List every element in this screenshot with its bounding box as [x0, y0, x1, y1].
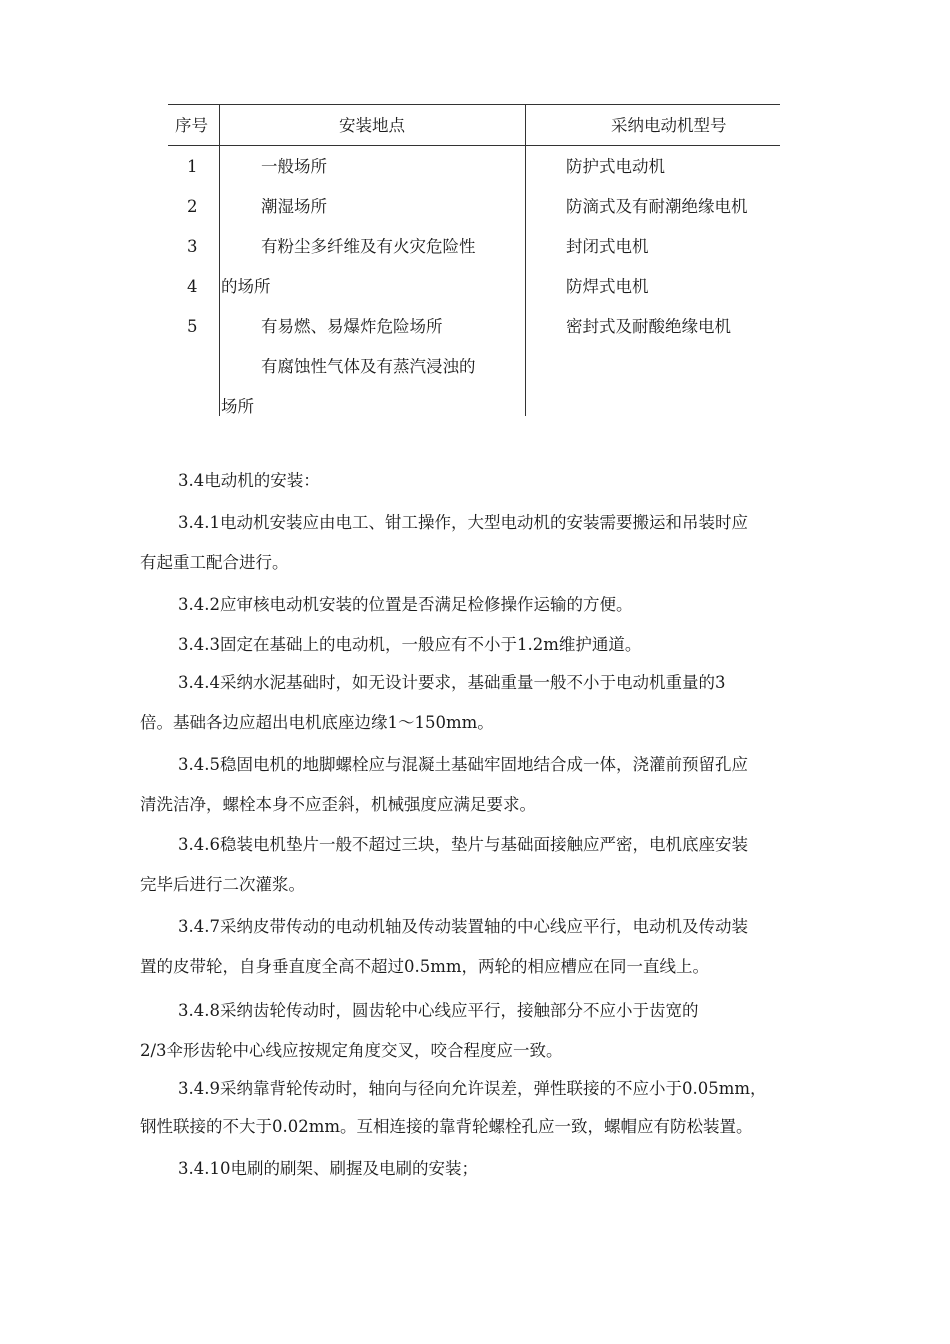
paragraph-line: 3.4.7采纳皮带传动的电动机轴及传动装置轴的中心线应平行，电动机及传动装	[178, 917, 748, 936]
seq-number: 4	[187, 277, 198, 296]
paragraph-line: 2/3伞形齿轮中心线应按规定角度交叉，咬合程度应一致。	[140, 1041, 563, 1060]
seq-number: 2	[187, 197, 198, 216]
location-line: 有腐蚀性气体及有蒸汽浸浊的	[261, 357, 476, 376]
paragraph-line: 3.4.10电刷的刷架、刷握及电刷的安装；	[178, 1159, 478, 1178]
motor-type: 防护式电动机	[566, 157, 665, 176]
paragraph-line: 3.4.9采纳靠背轮传动时，轴向与径向允许误差，弹性联接的不应小于0.05mm，	[178, 1079, 767, 1098]
location-line: 一般场所	[261, 157, 327, 176]
table-column-divider	[219, 104, 220, 416]
location-line: 潮湿场所	[261, 197, 327, 216]
table-header-rule	[168, 145, 780, 146]
paragraph-line: 3.4.1电动机安装应由电工、钳工操作，大型电动机的安装需要搬运和吊装时应	[178, 513, 748, 532]
seq-number: 5	[187, 317, 198, 336]
paragraph-line: 钢性联接的不大于0.02mm。互相连接的靠背轮螺栓孔应一致，螺帽应有防松装置。	[140, 1117, 753, 1136]
paragraph-line: 倍。基础各边应超出电机底座边缘1〜150mm。	[140, 713, 494, 732]
motor-type: 密封式及耐酸绝缘电机	[566, 317, 731, 336]
location-line: 场所	[221, 397, 254, 416]
table-column-divider	[525, 104, 526, 416]
header-seq: 序号	[175, 116, 208, 135]
location-line: 有易燃、易爆炸危险场所	[261, 317, 443, 336]
motor-type-table	[168, 104, 780, 416]
paragraph-line: 3.4.8采纳齿轮传动时，圆齿轮中心线应平行，接触部分不应小于齿宽的	[178, 1001, 699, 1020]
header-motor-type: 采纳电动机型号	[611, 116, 727, 135]
paragraph-line: 3.4.3固定在基础上的电动机，一般应有不小于1.2m维护通道。	[178, 635, 642, 654]
motor-type: 防滴式及有耐潮绝缘电机	[566, 197, 748, 216]
header-location: 安装地点	[339, 116, 405, 135]
motor-type: 防焊式电机	[566, 277, 649, 296]
paragraph-line: 3.4.5稳固电机的地脚螺栓应与混凝土基础牢固地结合成一体，浇灌前预留孔应	[178, 755, 748, 774]
paragraph-line: 3.4.4采纳水泥基础时，如无设计要求，基础重量一般不小于电动机重量的3	[178, 673, 726, 692]
paragraph-line: 有起重工配合进行。	[140, 553, 289, 572]
seq-number: 1	[187, 157, 198, 176]
paragraph-line: 3.4.6稳装电机垫片一般不超过三块，垫片与基础面接触应严密，电机底座安装	[178, 835, 748, 854]
paragraph-line: 清洗洁净，螺栓本身不应歪斜，机械强度应满足要求。	[140, 795, 536, 814]
location-line: 的场所	[221, 277, 271, 296]
location-line: 有粉尘多纤维及有火灾危险性	[261, 237, 476, 256]
paragraph-line: 3.4.2应审核电动机安装的位置是否满足检修操作运输的方便。	[178, 595, 633, 614]
paragraph-line: 完毕后进行二次灌浆。	[140, 875, 305, 894]
seq-number: 3	[187, 237, 198, 256]
paragraph-line: 置的皮带轮，自身垂直度全高不超过0.5mm，两轮的相应槽应在同一直线上。	[140, 957, 710, 976]
section-heading: 3.4电动机的安装：	[178, 471, 320, 490]
table-top-rule	[168, 104, 780, 105]
motor-type: 封闭式电机	[566, 237, 649, 256]
